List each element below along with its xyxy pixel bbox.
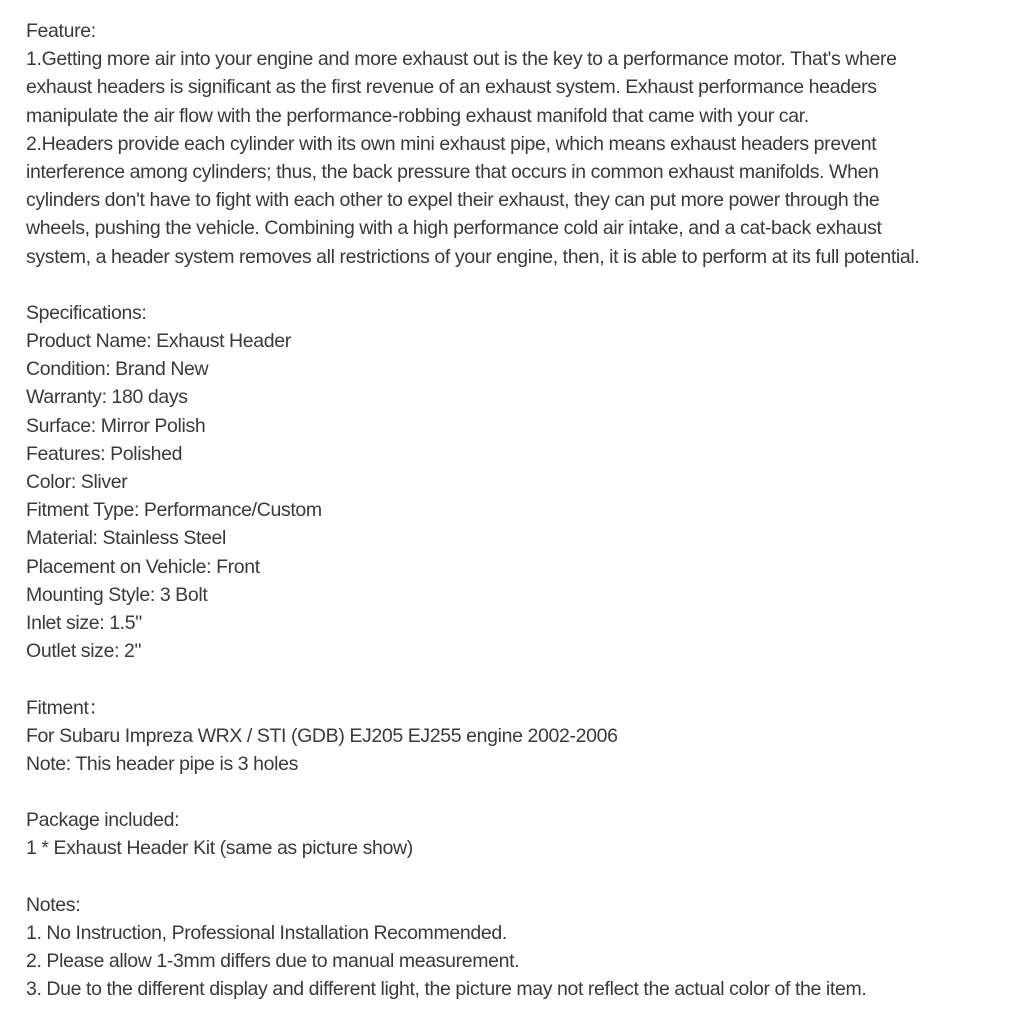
spec-item: Color: Sliver bbox=[26, 471, 128, 493]
spec-item: Placement on Vehicle: Front bbox=[26, 555, 260, 578]
note-line: 1. No Instruction, Professional Installation Recommended. bbox=[26, 922, 507, 944]
spec-item: Inlet size: 1.5" bbox=[26, 611, 142, 634]
spec-item: Mounting Style: 3 Bolt bbox=[26, 583, 208, 606]
product-description bbox=[26, 17, 1016, 1004]
feature-line: interference among cylinders; thus, the back pressure that occurs in common exhaust manifolds. When bbox=[26, 160, 879, 183]
fitment-line: For Subaru Impreza WRX / STI (GDB) EJ205 EJ255 engine 2002-2006 bbox=[26, 724, 618, 747]
spec-item: Warranty: 180 days bbox=[26, 386, 188, 409]
notes-section bbox=[26, 891, 1016, 1004]
note-line: 2. Please allow 1-3mm differs due to manual measurement. bbox=[26, 950, 520, 973]
note-line: 3. Due to the different display and different light, the picture may not reflect the actual color of the item. bbox=[26, 978, 867, 1001]
package-section bbox=[26, 806, 1016, 862]
spec-item: Fitment Type: Performance/Custom bbox=[26, 499, 322, 522]
notes-heading: Notes: bbox=[26, 893, 81, 916]
specifications-heading: Specifications: bbox=[26, 301, 147, 324]
feature-section bbox=[26, 17, 1016, 271]
spec-item: Material: Stainless Steel bbox=[26, 527, 227, 550]
specifications-section bbox=[26, 299, 1016, 665]
feature-line: 2.Headers provide each cylinder with its own mini exhaust pipe, which means exhaust headers prevent bbox=[26, 132, 877, 155]
section-spacer bbox=[26, 863, 1016, 891]
spec-item: Condition: Brand New bbox=[26, 358, 209, 381]
package-heading: Package included: bbox=[26, 809, 180, 832]
feature-line: wheels, pushing the vehicle. Combining with a high performance cold air intake, and a cat-back exhaust bbox=[26, 217, 882, 240]
fitment-line: Note: This header pipe is 3 holes bbox=[26, 752, 298, 775]
feature-line: exhaust headers is significant as the first revenue of an exhaust system. Exhaust performance headers bbox=[26, 76, 877, 99]
section-spacer bbox=[26, 665, 1016, 693]
feature-heading: Feature: bbox=[26, 20, 96, 42]
section-spacer bbox=[26, 271, 1016, 299]
spec-item: Product Name: Exhaust Header bbox=[26, 330, 291, 353]
section-spacer bbox=[26, 778, 1016, 806]
feature-line: 1.Getting more air into your engine and more exhaust out is the key to a performance motor. That's where bbox=[26, 48, 897, 71]
spec-item: Features: Polished bbox=[26, 442, 183, 465]
fitment-section bbox=[26, 694, 1016, 779]
feature-line: manipulate the air flow with the performance-robbing exhaust manifold that came with your car. bbox=[26, 104, 809, 127]
feature-line: system, a header system removes all restrictions of your engine, then, it is able to perform at its full potential. bbox=[26, 245, 920, 268]
package-line: 1 * Exhaust Header Kit (same as picture show) bbox=[26, 837, 413, 860]
spec-item: Surface: Mirror Polish bbox=[26, 414, 206, 437]
feature-line: cylinders don't have to fight with each other to expel their exhaust, they can put more power through the bbox=[26, 189, 880, 212]
spec-item: Outlet size: 2" bbox=[26, 640, 142, 663]
fitment-heading: Fitment： bbox=[26, 696, 108, 719]
